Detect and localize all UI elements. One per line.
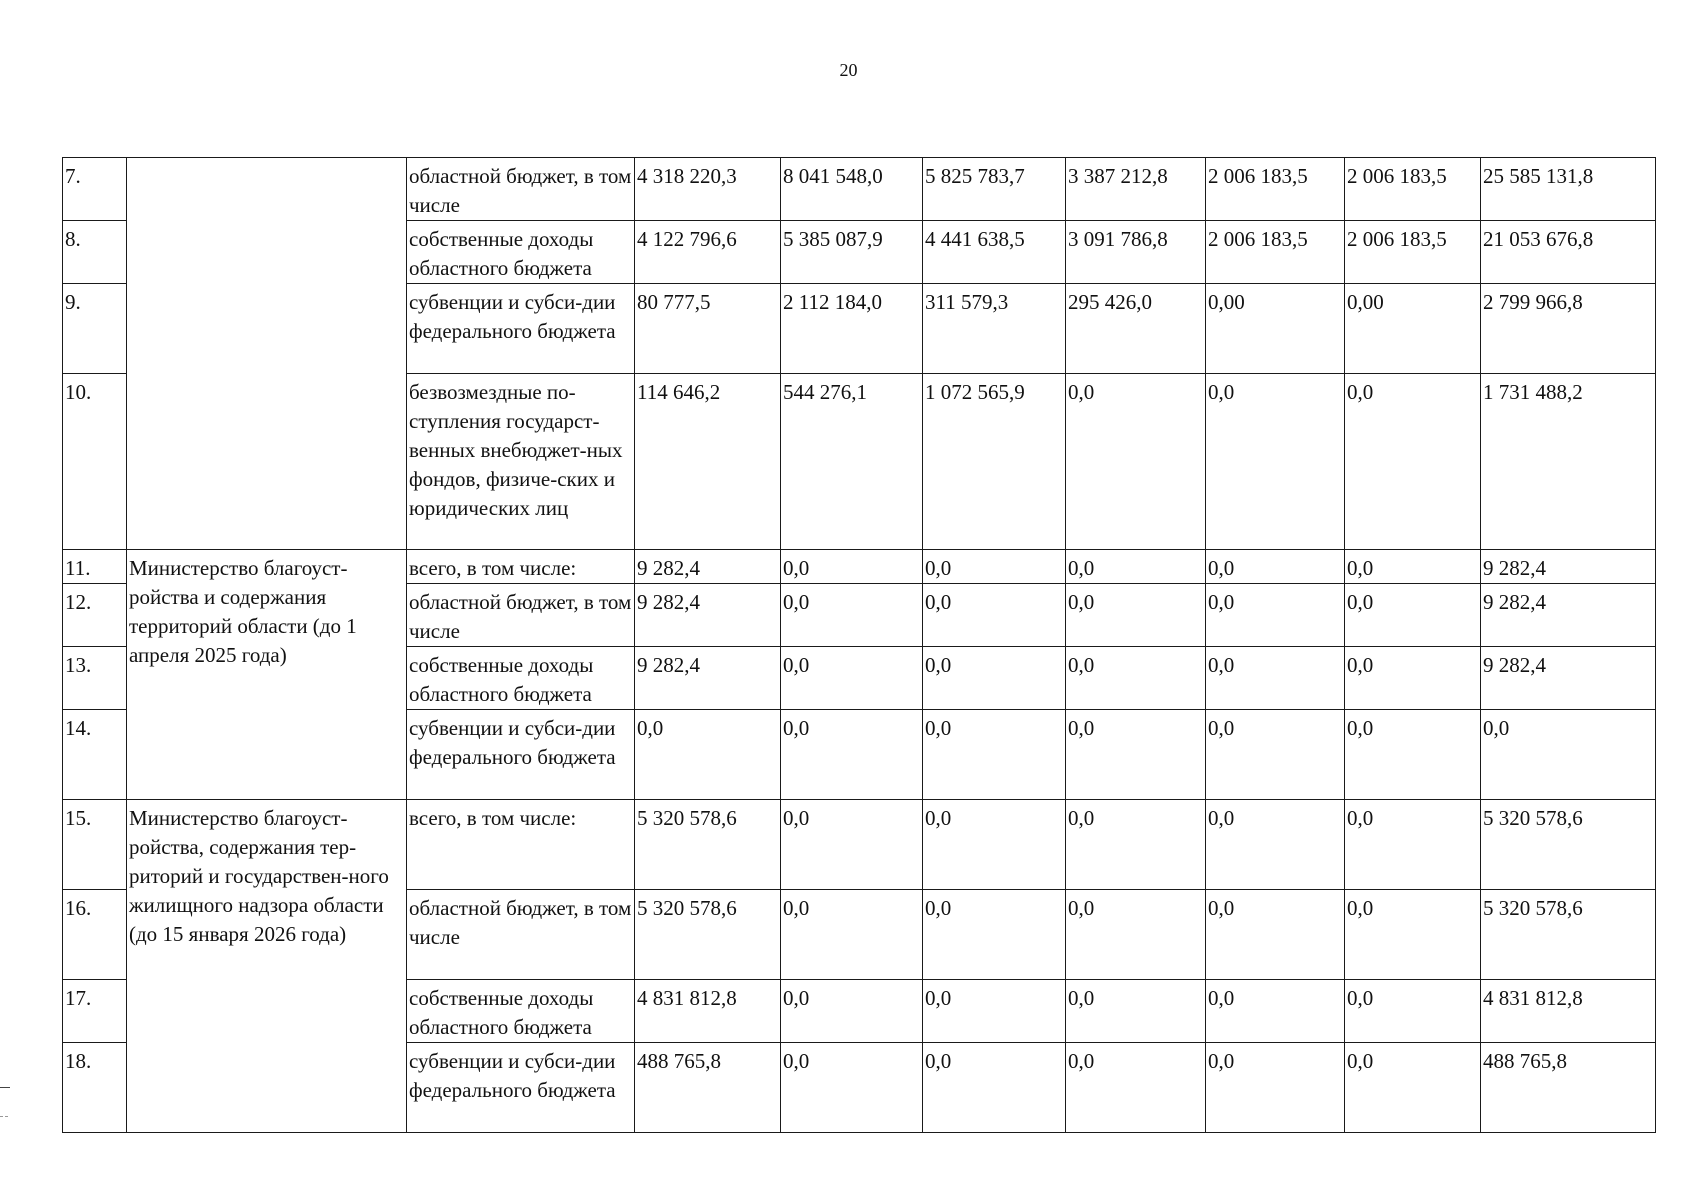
year-value: 0,0	[1206, 1043, 1345, 1133]
funding-source: областной бюджет, в том числе	[407, 584, 635, 647]
year-value: 0,0	[1066, 550, 1206, 584]
year-value: 0,0	[781, 550, 923, 584]
year-value: 2 112 184,0	[781, 284, 923, 374]
row-number: 8.	[63, 221, 127, 284]
table-row	[63, 800, 1656, 890]
funding-source: собственные доходы областного бюджета	[407, 647, 635, 710]
year-value: 311 579,3	[923, 284, 1066, 374]
year-value: 8 041 548,0	[781, 158, 923, 221]
table-row	[63, 550, 1656, 584]
funding-source: всего, в том числе:	[407, 550, 635, 584]
row-number: 15.	[63, 800, 127, 890]
row-number: 18.	[63, 1043, 127, 1133]
year-value: 488 765,8	[635, 1043, 781, 1133]
year-value: 544 276,1	[781, 374, 923, 550]
row-number: 10.	[63, 374, 127, 550]
year-value: 0,0	[923, 647, 1066, 710]
total-value: 9 282,4	[1481, 647, 1656, 710]
margin-mark	[0, 1087, 10, 1088]
year-value: 5 320 578,6	[635, 890, 781, 980]
organization-cell	[127, 158, 407, 550]
row-number: 7.	[63, 158, 127, 221]
total-value: 21 053 676,8	[1481, 221, 1656, 284]
year-value: 0,00	[1345, 284, 1481, 374]
year-value: 0,0	[1066, 710, 1206, 800]
funding-source: всего, в том числе:	[407, 800, 635, 890]
funding-source: субвенции и субси-дии федерального бюджета	[407, 1043, 635, 1133]
year-value: 114 646,2	[635, 374, 781, 550]
row-number: 12.	[63, 584, 127, 647]
year-value: 4 831 812,8	[635, 980, 781, 1043]
year-value: 0,0	[1066, 980, 1206, 1043]
total-value: 488 765,8	[1481, 1043, 1656, 1133]
year-value: 2 006 183,5	[1206, 221, 1345, 284]
year-value: 0,0	[781, 710, 923, 800]
year-value: 4 441 638,5	[923, 221, 1066, 284]
organization-cell: Министерство благоуст-ройства и содержания территорий области (до 1 апреля 2025 года)	[127, 550, 407, 800]
funding-source: областной бюджет, в том числе	[407, 890, 635, 980]
year-value: 0,0	[1345, 647, 1481, 710]
total-value: 0,0	[1481, 710, 1656, 800]
year-value: 5 385 087,9	[781, 221, 923, 284]
year-value: 0,0	[1066, 800, 1206, 890]
year-value: 4 318 220,3	[635, 158, 781, 221]
year-value: 0,0	[1206, 584, 1345, 647]
row-number: 9.	[63, 284, 127, 374]
year-value: 0,0	[1206, 374, 1345, 550]
year-value: 0,0	[1345, 1043, 1481, 1133]
year-value: 0,0	[1206, 550, 1345, 584]
year-value: 5 320 578,6	[635, 800, 781, 890]
year-value: 1 072 565,9	[923, 374, 1066, 550]
year-value: 0,0	[1066, 584, 1206, 647]
year-value: 80 777,5	[635, 284, 781, 374]
year-value: 0,0	[1066, 374, 1206, 550]
year-value: 0,0	[923, 584, 1066, 647]
year-value: 0,0	[781, 1043, 923, 1133]
year-value: 0,0	[923, 1043, 1066, 1133]
year-value: 3 091 786,8	[1066, 221, 1206, 284]
year-value: 0,0	[1066, 890, 1206, 980]
year-value: 0,0	[923, 710, 1066, 800]
year-value: 0,0	[923, 550, 1066, 584]
year-value: 2 006 183,5	[1206, 158, 1345, 221]
year-value: 295 426,0	[1066, 284, 1206, 374]
organization-cell: Министерство благоуст-ройства, содержания тер-риторий и государствен-ного жилищного надзора области (до 15 января 2026 года)	[127, 800, 407, 1133]
year-value: 3 387 212,8	[1066, 158, 1206, 221]
year-value: 0,0	[1206, 710, 1345, 800]
year-value: 0,0	[1066, 1043, 1206, 1133]
row-number: 11.	[63, 550, 127, 584]
year-value: 5 825 783,7	[923, 158, 1066, 221]
total-value: 5 320 578,6	[1481, 890, 1656, 980]
year-value: 2 006 183,5	[1345, 158, 1481, 221]
year-value: 0,0	[1345, 550, 1481, 584]
total-value: 1 731 488,2	[1481, 374, 1656, 550]
total-value: 4 831 812,8	[1481, 980, 1656, 1043]
year-value: 0,0	[1345, 980, 1481, 1043]
total-value: 2 799 966,8	[1481, 284, 1656, 374]
year-value: 0,0	[781, 980, 923, 1043]
year-value: 0,0	[1206, 800, 1345, 890]
year-value: 0,0	[635, 710, 781, 800]
year-value: 9 282,4	[635, 647, 781, 710]
row-number: 16.	[63, 890, 127, 980]
year-value: 0,0	[923, 980, 1066, 1043]
table-row	[63, 158, 1656, 221]
year-value: 0,0	[781, 890, 923, 980]
funding-source: безвозмездные по-ступления государст-венных внебюджет-ных фондов, физиче-ских и юридических лиц	[407, 374, 635, 550]
budget-table	[62, 157, 1656, 1133]
page-number: 20	[839, 60, 858, 80]
year-value: 9 282,4	[635, 584, 781, 647]
year-value: 0,0	[1345, 584, 1481, 647]
year-value: 0,0	[1066, 647, 1206, 710]
year-value: 0,0	[1345, 374, 1481, 550]
total-value: 5 320 578,6	[1481, 800, 1656, 890]
year-value: 2 006 183,5	[1345, 221, 1481, 284]
total-value: 9 282,4	[1481, 550, 1656, 584]
year-value: 0,0	[1206, 980, 1345, 1043]
year-value: 0,0	[923, 890, 1066, 980]
year-value: 0,0	[1345, 890, 1481, 980]
year-value: 0,0	[781, 647, 923, 710]
row-number: 13.	[63, 647, 127, 710]
year-value: 0,00	[1206, 284, 1345, 374]
total-value: 25 585 131,8	[1481, 158, 1656, 221]
year-value: 0,0	[1206, 647, 1345, 710]
year-value: 9 282,4	[635, 550, 781, 584]
funding-source: областной бюджет, в том числе	[407, 158, 635, 221]
row-number: 14.	[63, 710, 127, 800]
year-value: 0,0	[1206, 890, 1345, 980]
year-value: 0,0	[1345, 710, 1481, 800]
funding-source: собственные доходы областного бюджета	[407, 980, 635, 1043]
year-value: 4 122 796,6	[635, 221, 781, 284]
funding-source: субвенции и субси-дии федерального бюджета	[407, 284, 635, 374]
margin-mark	[0, 1116, 8, 1117]
funding-source: субвенции и субси-дии федерального бюджета	[407, 710, 635, 800]
funding-source: собственные доходы областного бюджета	[407, 221, 635, 284]
year-value: 0,0	[1345, 800, 1481, 890]
year-value: 0,0	[923, 800, 1066, 890]
year-value: 0,0	[781, 584, 923, 647]
total-value: 9 282,4	[1481, 584, 1656, 647]
row-number: 17.	[63, 980, 127, 1043]
year-value: 0,0	[781, 800, 923, 890]
